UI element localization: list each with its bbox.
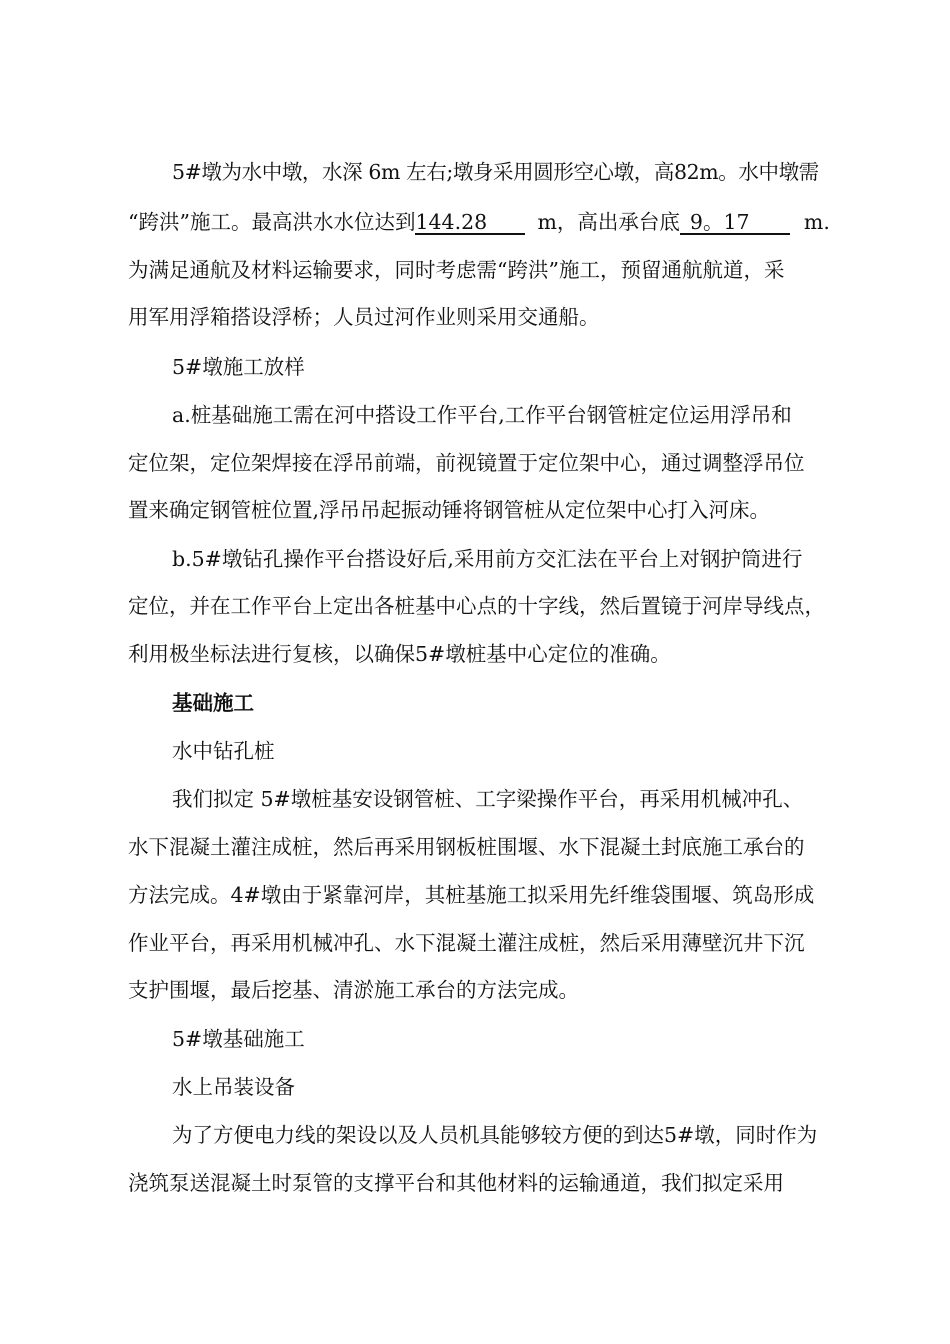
paragraph-line-7: 置来确定钢管桩位置,浮吊吊起振动锤将钢管桩从定位架中心打入河床。: [128, 498, 771, 522]
paragraph-line-4: 用军用浮箱搭设浮桥；人员过河作业则采用交通船。: [128, 305, 600, 329]
height-above-cap-value: 9。17: [680, 211, 790, 235]
paragraph-line-17: 浇筑泵送混凝土时泵管的支撑平台和其他材料的运输通道，我们拟定采用: [128, 1171, 784, 1195]
paragraph-line-2-text-c: m.: [803, 210, 830, 234]
paragraph-line-9: 定位，并在工作平台上定出各桩基中心点的十字线，然后置镜于河岸导线点，: [128, 594, 825, 618]
paragraph-line-2-text-a: “跨洪”施工。最高洪水水位达到: [128, 210, 416, 234]
paragraph-line-2-text-b: m，高出承台底: [537, 210, 680, 234]
paragraph-line-12: 水下混凝土灌注成桩，然后再采用钢板桩围堰、水下混凝土封底施工承台的: [128, 835, 805, 859]
section-heading-foundation: 基础施工: [172, 691, 254, 715]
subheading-pier5-foundation: 5#墩基础施工: [172, 1027, 305, 1051]
paragraph-line-11: 我们拟定 5#墩桩基安设钢管桩、工字梁操作平台，再采用机械冲孔、: [172, 787, 804, 811]
paragraph-line-8: b.5#墩钻孔操作平台搭设好后,采用前方交汇法在平台上对钢护筒进行: [172, 547, 803, 571]
paragraph-line-15: 支护围堰，最后挖基、清淤施工承台的方法完成。: [128, 978, 579, 1002]
paragraph-line-2: [128, 209, 830, 235]
paragraph-line-14: 作业平台，再采用机械冲孔、水下混凝土灌注成桩，然后采用薄壁沉井下沉: [128, 931, 805, 955]
paragraph-line-10: 利用极坐标法进行复核，以确保5#墩桩基中心定位的准确。: [128, 642, 671, 666]
flood-level-value: 144.28: [415, 211, 525, 235]
paragraph-line-13: 方法完成。4#墩由于紧靠河岸，其桩基施工拟采用先纤维袋围堰、筑岛形成: [128, 883, 815, 907]
subheading-bored-piles: 水中钻孔桩: [172, 739, 275, 763]
paragraph-line-1: 5#墩为水中墩，水深 6m 左右;墩身采用圆形空心墩，高82m。水中墩需: [172, 160, 819, 184]
paragraph-line-5: a.桩基础施工需在河中搭设工作平台,工作平台钢管桩定位运用浮吊和: [172, 403, 792, 427]
subheading-lifting-equipment: 水上吊装设备: [172, 1075, 295, 1099]
paragraph-line-6: 定位架，定位架焊接在浮吊前端，前视镜置于定位架中心，通过调整浮吊位: [128, 451, 805, 475]
section-heading-layout: 5#墩施工放样: [172, 355, 305, 379]
paragraph-line-16: 为了方便电力线的架设以及人员机具能够较方便的到达5#墩，同时作为: [172, 1123, 818, 1147]
paragraph-line-3: 为满足通航及材料运输要求，同时考虑需“跨洪”施工，预留通航航道，采: [128, 258, 785, 282]
